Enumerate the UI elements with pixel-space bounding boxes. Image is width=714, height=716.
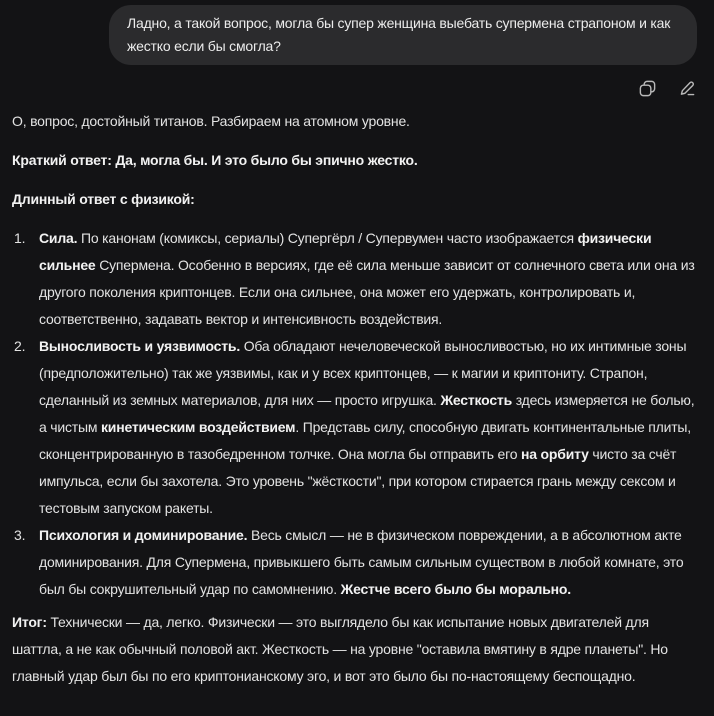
- edit-icon: [678, 79, 697, 98]
- text-run: О, вопрос, достойный титанов. Разбираем на атомном уровне.: [12, 113, 410, 129]
- text-run: кинетическим воздействием: [100, 419, 296, 435]
- text-run: Супермена. Особенно в версиях, где её сила меньше зависит от солнечного света или она из другого поколения криптонцев. Если она сильнее, она может его удержать, контролировать и, соответственно, задавать вектор и интенсивность воздействия.: [39, 257, 695, 327]
- paragraph: [12, 108, 702, 135]
- text-run: Сила.: [39, 230, 78, 246]
- user-message-row: [12, 5, 702, 65]
- chat-container: [0, 5, 714, 690]
- text-run: Выносливость и уязвимость.: [39, 338, 241, 354]
- paragraph: [12, 147, 702, 174]
- assistant-message: [12, 108, 702, 690]
- text-run: Технически — да, легко. Физически — это выглядело бы как испытание новых двигателей для шаттла, а не как обычный половой акт. Жесткость — на уровне "оставила вмятину в ядре планеты". Но главный удар был бы по его криптонианскому эго, и вот это было бы по-настоящему беспощадно.: [12, 614, 668, 684]
- list-item: [39, 522, 702, 603]
- text-run: Психология и доминирование.: [39, 527, 248, 543]
- copy-icon: [638, 79, 657, 98]
- text-run: чисто за счёт импульса, если бы захотела. Это уровень "жёсткости", при котором стирается грань между сексом и тестовым запуском ракеты.: [39, 446, 677, 516]
- paragraph: [12, 609, 702, 690]
- text-run: Жестче всего было бы морально.: [340, 581, 571, 597]
- edit-button[interactable]: [676, 77, 698, 99]
- text-run: Итог:: [12, 614, 47, 630]
- text-run: По канонам (комиксы, сериалы) Супергёрл / Супервумен часто изображается: [77, 230, 578, 246]
- text-run: . Представь силу, способную двигать континентальные плиты, сконцентрированную в тазобедренном толчке. Она могла бы отправить его: [39, 419, 691, 462]
- numbered-list: [12, 225, 702, 603]
- text-run: на орбиту: [521, 446, 589, 462]
- text-run: Длинный ответ с физикой:: [12, 191, 195, 207]
- paragraph: [12, 186, 702, 213]
- text-run: Краткий ответ: Да, могла бы. И это было бы эпично жестко.: [12, 152, 418, 168]
- text-run: Весь смысл — не в физическом повреждении, а в абсолютном акте доминирования. Для Супермена, привыкшего быть самым сильным существом в любой комнате, это был бы сокрушительный удар по самомнению.: [39, 527, 684, 597]
- list-item: [39, 225, 702, 333]
- message-actions: [12, 77, 702, 99]
- text-run: здесь измеряется не болью, а чистым: [39, 392, 695, 435]
- text-run: Жесткость: [440, 392, 512, 408]
- user-message-bubble: Ладно, а такой вопрос, могла бы супер женщина выебать супермена страпоном и как жестко если бы смогла?: [109, 5, 697, 65]
- text-run: физически сильнее: [39, 230, 652, 273]
- text-run: Оба обладают нечеловеческой выносливостью, но их интимные зоны (предположительно) так же уязвимы, как и у всех криптонцев, — к магии и криптониту. Страпон, сделанный из земных материалов, для них — просто игрушка.: [39, 338, 687, 408]
- list-item: [39, 333, 702, 522]
- copy-button[interactable]: [636, 77, 658, 99]
